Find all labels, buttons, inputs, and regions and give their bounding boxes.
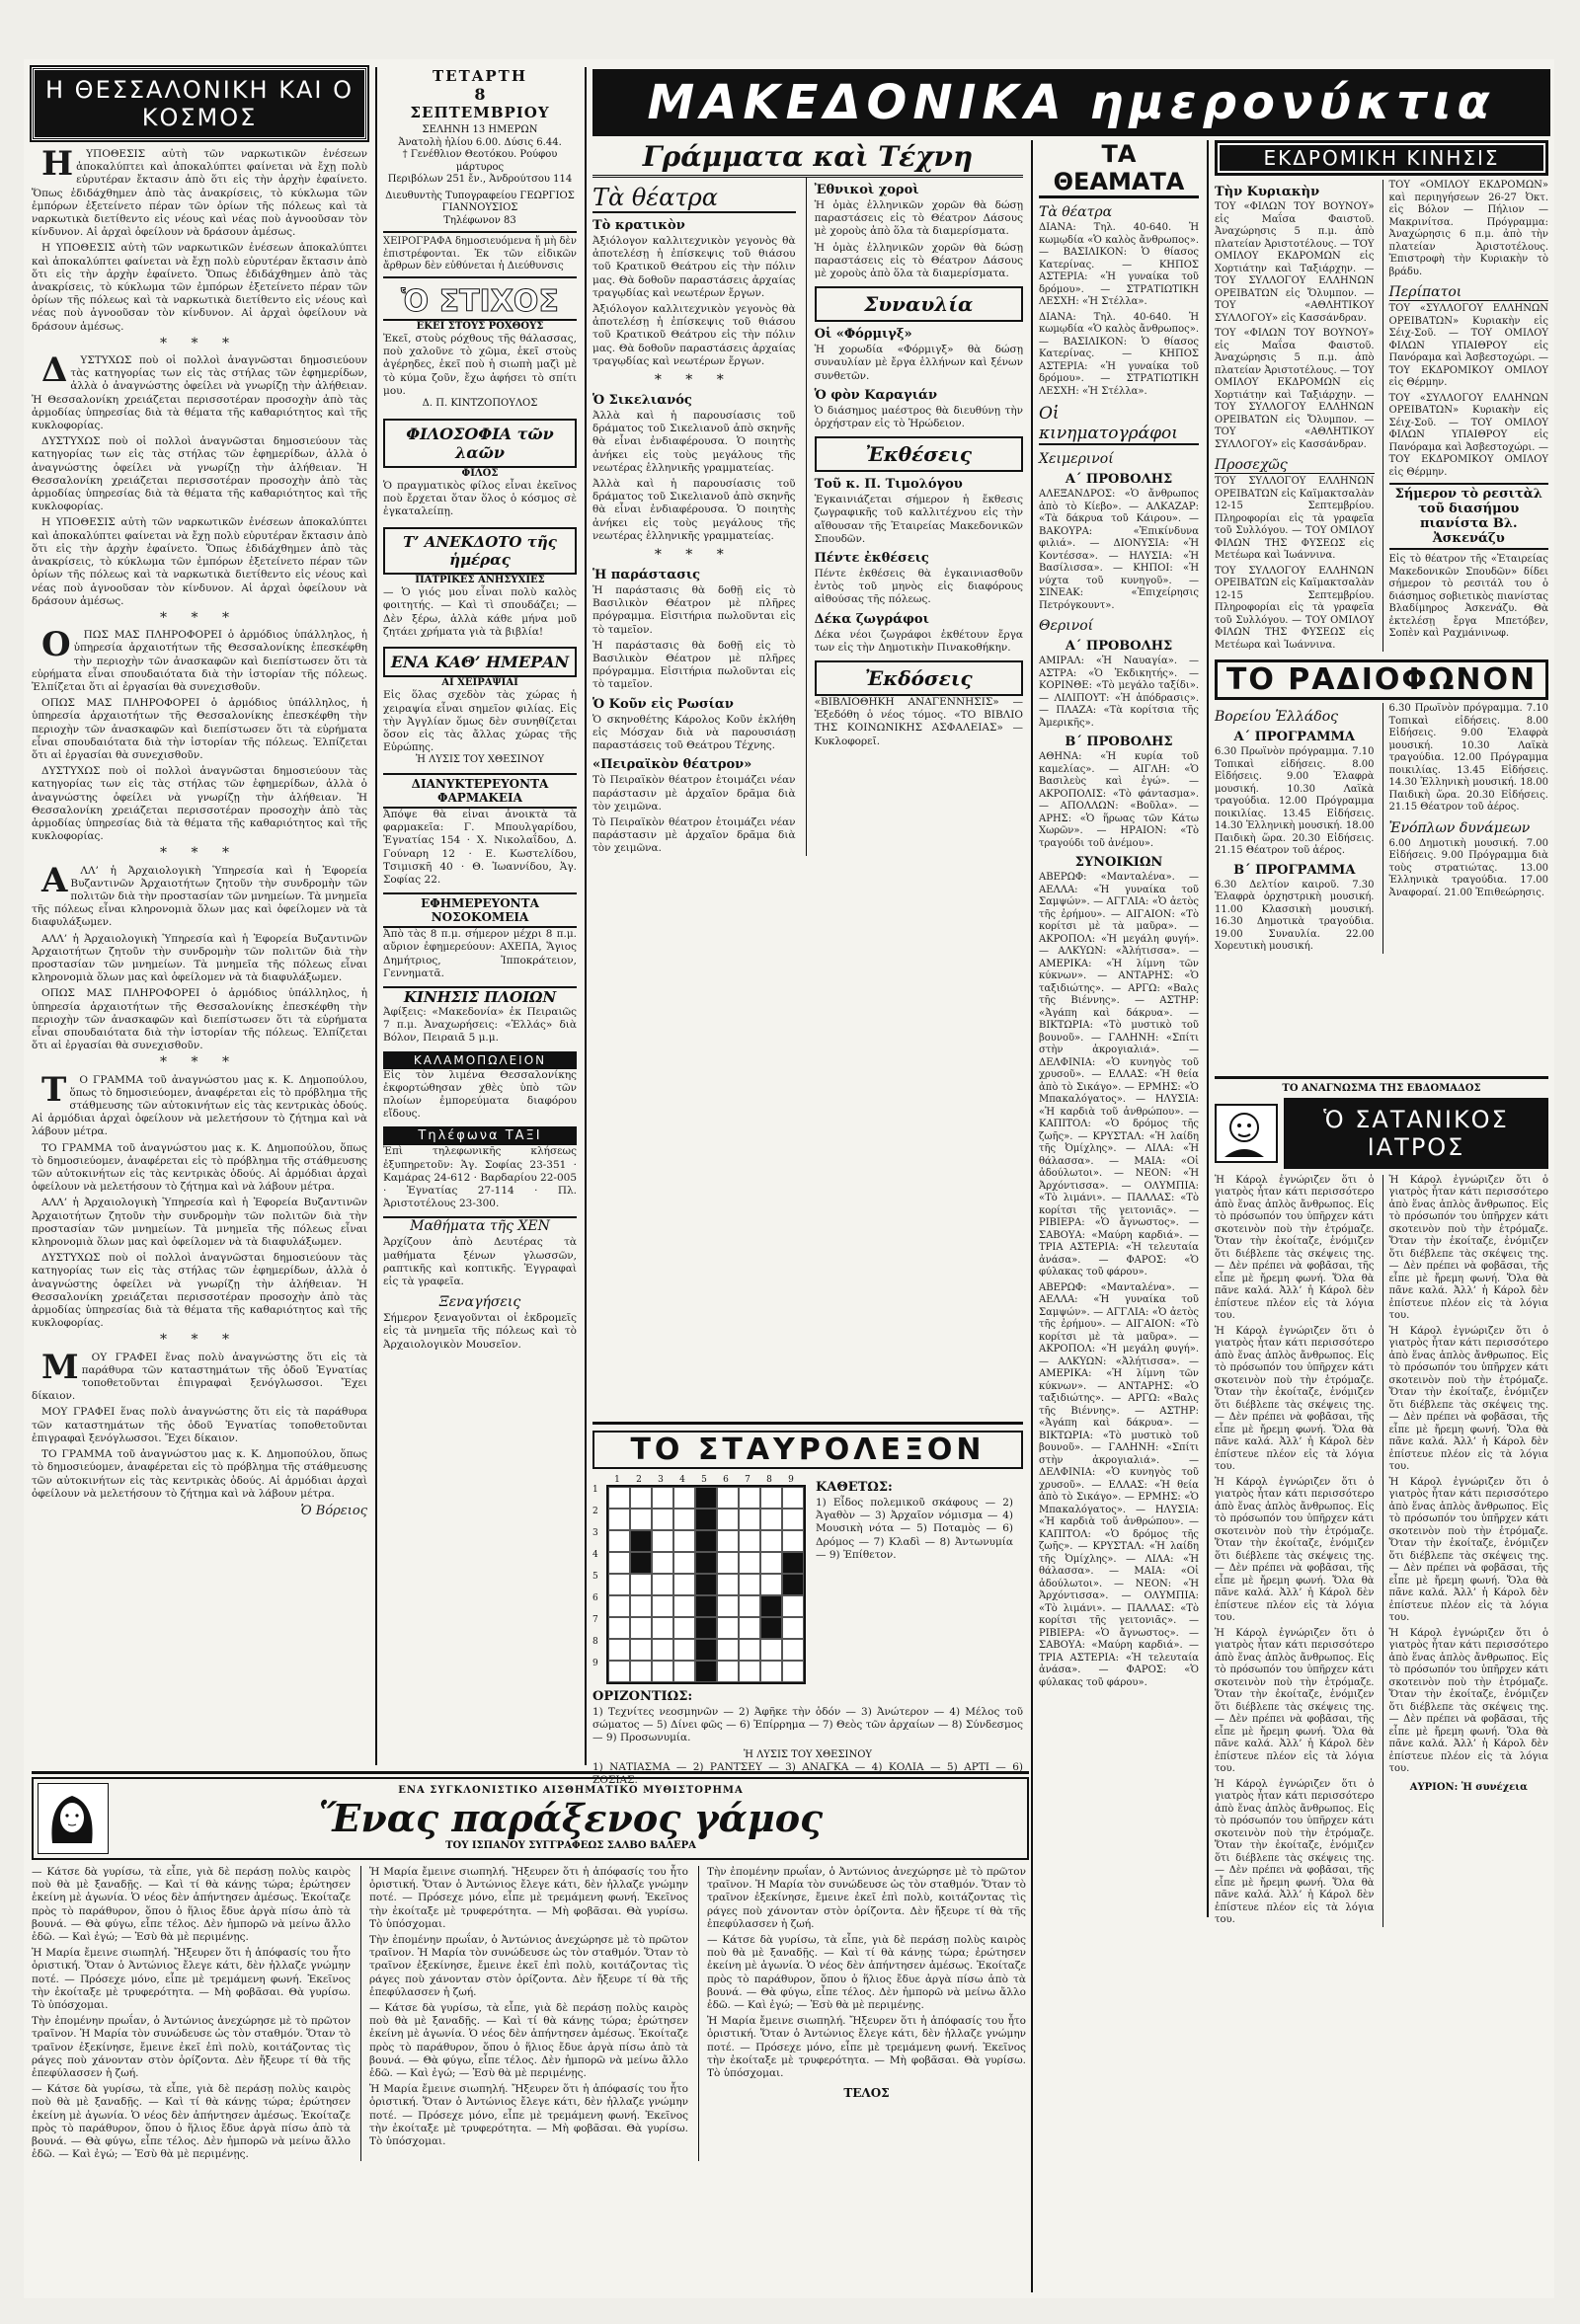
neighborhood-cinemas: ΣΥΝΟΙΚΙΩΝ	[1074, 855, 1163, 870]
cinemas-list: ΑΒΕΡΩΦ: «Μανταλένα». — ΑΕΛΛΑ: «Ἡ γυναίκα τοῦ Σαμψών». — ΑΓΓΛΙΑ: «Ὁ ἀετὸς τῆς ἐρήμου». — ΑΙΓΑΙΟΝ: «Τὸ κορίτσι μὲ τὰ μαῦρα». — ΑΚΡΟΠΟΛ: «Ἡ μεγάλη φυγή». — ΑΛΚΥΩΝ: «Ἀλήτισσα». — ΑΜΕΡΙΚΑ: «Ἡ λίμνη τῶν κύκνων». — ΑΝΤΑΡΗΣ: «Ὁ ταξιδιώτης». — ΑΡΓΩ: «Βαλς τῆς Βιέννης». — ΑΣΤΗΡ: «Ἀγάπη καὶ δάκρυα». — ΒΙΚΤΩΡΙΑ: «Τὸ μυστικὸ τοῦ βουνοῦ». — ΓΑΛΗΝΗ: «Σπίτι στὴν ἀκρογιαλιά». — ΔΕΛΦΙΝΙΑ: «Ὁ κυνηγὸς τοῦ χρυσοῦ». — ΕΛΛΑΣ: «Ἡ θεία ἀπὸ τὸ Σικάγο». — ΕΡΜΗΣ: «Ὁ Μπακαλόγατος». — ΗΛΥΣΙΑ: «Ἡ καρδιὰ τοῦ ἀνθρώπου». — ΚΑΠΙΤΟΛ: «Ὁ δρόμος τῆς ζωῆς». — ΚΡΥΣΤΑΛ: «Ἡ λαίδη τῆς Ὀμίχλης». — ΛΙΛΑ: «Ἡ θάλασσα». — ΜΑΙΑ: «Οἱ ἀδούλωτοι». — ΝΕΟΝ: «Ἡ Ἀρχόντισσα». — ΟΛΥΜΠΙΑ: «Τὸ λιμάνι». — ΠΑΛΛΑΣ: «Τὸ κορίτσι τῆς γειτονιᾶς». — ΡΙΒΙΕΡΑ: «Ὁ ἄγνωστος». — ΣΑΒΟΥΑ: «Μαύρη καρδιά». — ΤΡΙΑ ΑΣΤΕΡΙΑ: «Ἡ τελευταία ἀνάσα». — ΦΑΡΟΣ: «Ὁ φύλακας τοῦ φάρου».	[1039, 1281, 1199, 1688]
column-number: 7	[745, 1475, 750, 1485]
kalamopoleion-text: Εἰς τὸν λιμένα Θεσσαλονίκης ἐκφορτώθησαν χθὲς ὑπὸ τῶν πλοίων ἐμπορεύματα διαφόρου εἴδους.	[383, 1068, 577, 1121]
article-text: Τὸ Πειραϊκὸν θέατρον ἑτοιμάζει νέαν παράστασιν μὲ ἀρχαῖον δρᾶμα διὰ τὸν χειμῶνα.	[592, 815, 796, 855]
crossword-cell[interactable]	[630, 1509, 652, 1530]
paragraph: ΔΥΣΤΥΧΩΣ ποὺ οἱ πολλοὶ ἀναγνῶσται δημοσιεύουν τὰς κατηγορίας των εἰς τὰς στήλας τῶν ἐφημερίδων, ἀλλὰ ὁ ἀναγνώστης ὀφείλει νὰ γνωρίζῃ τὴν ἀλήθειαν. Ἡ Θεσσαλονίκη χρειάζεται περισσοτέραν προσοχὴν ἀπὸ τὰς ἀρμοδίας ὑπηρεσίας διὰ τὰ θέματα τῆς καθαριότητος καὶ τῆς κυκλοφορίας.	[32, 765, 367, 843]
crossword-cell[interactable]	[739, 1487, 760, 1509]
satanic-text: Ἡ Κάρολ ἐγνώριζεν ὅτι ὁ γιατρὸς ἦταν κάτι περισσότερο ἀπὸ ἕνας ἁπλὸς ἄνθρωπος. Εἰς τὸ πρόσωπόν του ὑπῆρχεν κάτι σκοτεινὸν ποὺ τὴν ἐτρόμαζε. Ὅταν τὴν ἐκοίταζε, ἐνόμιζεν ὅτι διέβλεπε τὰς σκέψεις της. — Δὲν πρέπει νὰ φοβᾶσαι, τῆς εἶπε μὲ ἤρεμη φωνή. Ὅλα θὰ πᾶνε καλά. Ἀλλ’ ἡ Κάρολ δὲν ἐπίστευε πλέον εἰς τὰ λόγια του.	[1388, 1174, 1548, 1321]
theatres-subheading: Τὰ θέατρα	[1039, 204, 1113, 220]
crossword-black-cell	[695, 1595, 717, 1617]
serial-text: — Κάτσε δὰ γυρίσω, τὰ εἶπε, γιὰ δὲ περάσῃ πολὺς καιρὸς ποὺ θὰ μὲ ξαναδῇς. — Καὶ τί θὰ κάνῃς τώρα; ἐρώτησεν ἐκείνη μὲ ἀγωνία. Ὁ νέος δὲν ἀπήντησεν ἀμέσως. Ἐκοίταζε πρὸς τὸ παράθυρον, ὅπου ὁ ἥλιος ἔδυε ἀργὰ πίσω ἀπὸ τὰ βουνά. — Θὰ φύγω, εἶπε τέλος. Δὲν ἠμπορῶ νὰ μείνω ἄλλο ἐδῶ. — Καὶ ἐγώ; — Ἐσὺ θὰ μὲ περιμένῃς.	[32, 1866, 351, 1944]
recital-title: Σήμερον τὸ ρεσιτὰλ τοῦ διασήμου πιανίστα Βλ. Ἀσκενάζυ	[1389, 483, 1549, 550]
column-number: 4	[679, 1475, 685, 1485]
separator-stars: * * *	[160, 609, 239, 626]
crossword-cell[interactable]	[673, 1617, 695, 1639]
crossword-cell[interactable]	[630, 1661, 652, 1682]
article-subheading: Ἡ παράστασις	[592, 568, 701, 583]
crossword-cell[interactable]	[608, 1552, 630, 1574]
crossword-cell[interactable]	[673, 1552, 695, 1574]
paragraph: ΔΥΣΤΥΧΩΣ ποὺ οἱ πολλοὶ ἀναγνῶσται δημοσιεύουν τὰς κατηγορίας των εἰς τὰς στήλας τῶν ἐφημερίδων, ἀλλὰ ὁ ἀναγνώστης ὀφείλει νὰ γνωρίζῃ τὴν ἀλήθειαν. Ἡ Θεσσαλονίκη χρειάζεται περισσοτέραν προσοχὴν ἀπὸ τὰς ἀρμοδίας ὑπηρεσίας διὰ τὰ θέματα τῆς καθαριότητος καὶ τῆς κυκλοφορίας.	[32, 350, 367, 432]
crossword-answer-title: Ἡ ΛΥΣΙΣ ΤΟΥ ΧΘΕΣΙΝΟΥ	[743, 1748, 873, 1760]
crossword-cell[interactable]	[717, 1487, 739, 1509]
xenagisis-title: Ξεναγήσεις	[438, 1294, 521, 1311]
excursions-text: ΤΟΥ «ΟΜΙΛΟΥ ΕΚΔΡΟΜΩΝ» καὶ περιηγήσεων 26-27 Ὀκτ. εἰς Βόλον — Πήλιον — Μακρινίτσα. Πρόγραμμα: Ἀναχώρησις 6 π.μ. ἀπὸ τὴν πλατείαν Ἀριστοτέλους. Ἐπιστροφὴ τὴν Κυριακὴν τὸ βράδυ.	[1388, 180, 1548, 277]
crossword-cell[interactable]	[608, 1509, 630, 1530]
winter-cinemas: Χειμερινοί	[1039, 451, 1114, 467]
satanic-title: Ὁ ΣΑΤΑΝΙΚΟΣ ΙΑΤΡΟΣ	[1284, 1098, 1548, 1169]
armed-forces-text: 6.00 Δημοτικὴ μουσική. 7.00 Εἰδήσεις. 9.00 Πρόγραμμα διὰ τοὺς στρατιώτας. 13.00 Ἑλληνικὰ τραγούδια. 17.00 Ἀναφοραί. 21.00 Ἐπιθεώρησις.	[1388, 837, 1548, 898]
theamata-title: ΤΑ ΘΕΑΜΑΤΑ	[1039, 140, 1199, 198]
satanic-text: Ἡ Κάρολ ἐγνώριζεν ὅτι ὁ γιατρὸς ἦταν κάτι περισσότερο ἀπὸ ἕνας ἁπλὸς ἄνθρωπος. Εἰς τὸ πρόσωπόν του ὑπῆρχεν κάτι σκοτεινὸν ποὺ τὴν ἐτρόμαζε. Ὅταν τὴν ἐκοίταζε, ἐνόμιζεν ὅτι διέβλεπε τὰς σκέψεις της. — Δὲν πρέπει νὰ φοβᾶσαι, τῆς εἶπε μὲ ἤρεμη φωνή. Ὅλα θὰ πᾶνε καλά. Ἀλλ’ ἡ Κάρολ δὲν ἐπίστευε πλέον εἰς τὰ λόγια του.	[1215, 1174, 1375, 1321]
crossword-vertical-clues: 1) Εἶδος πολεμικοῦ σκάφους — 2) Ἀγαθὸν — 3) Ἀρχαῖον νόμισμα — 4) Μουσικὴ νότα — 5) Ποταμὸς — 6) Δρόμος — 7) Κλαδὶ — 8) Ἀντωνυμία — 9) Ἐπίθετον.	[816, 1497, 1013, 1561]
stichos-title: Ὁ ΣΤΙΧΟΣ	[383, 284, 577, 321]
paragraph: ΑΛΛ’ ἡ Ἀρχαιολογικὴ Ὑπηρεσία καὶ ἡ Ἐφορεία Βυζαντινῶν Ἀρχαιοτήτων ζητοῦν τὴν συνδρομὴν τῶν πολιτῶν διὰ τὴν προστασίαν τῶν μνημείων. Τὰ μνημεῖα τῆς πόλεως εἶναι κληρονομιὰ ὅλων μας καὶ ὀφείλομεν νὰ τὰ διαφυλάξωμεν.	[32, 860, 367, 929]
paragraph: ΔΥΣΤΥΧΩΣ ποὺ οἱ πολλοὶ ἀναγνῶσται δημοσιεύουν τὰς κατηγορίας των εἰς τὰς στήλας τῶν ἐφημερίδων, ἀλλὰ ὁ ἀναγνώστης ὀφείλει νὰ γνωρίζῃ τὴν ἀλήθειαν. Ἡ Θεσσαλονίκη χρειάζεται περισσοτέραν προσοχὴν ἀπὸ τὰς ἀρμοδίας ὑπηρεσίας διὰ τὰ θέματα τῆς καθαριότητος καὶ τῆς κυκλοφορίας.	[32, 435, 367, 513]
continues-note: ΑΥΡΙΟΝ: Ἡ συνέχεια	[1409, 1781, 1528, 1793]
crossword-cell[interactable]	[608, 1639, 630, 1661]
serial-kicker: ΕΝΑ ΣΥΓΚΛΟΝΙΣΤΙΚΟ ΑΙΣΘΗΜΑΤΙΚΟ ΜΥΘΙΣΤΟΡΗΜΑ	[398, 1784, 744, 1796]
crossword-cell[interactable]	[782, 1530, 804, 1552]
crossword-cell[interactable]	[673, 1639, 695, 1661]
column-rule	[375, 67, 377, 1765]
column-number: 5	[701, 1475, 707, 1485]
crossword-cell[interactable]	[630, 1617, 652, 1639]
kalamopoleion-title: ΚΑΛΑΜΟΠΩΛΕΙΟΝ	[383, 1051, 577, 1069]
radio-program-a: Α΄ ΠΡΟΓΡΑΜΜΑ	[1233, 730, 1355, 744]
upcoming-text: ΤΟΥ ΣΥΛΛΟΓΟΥ ΕΛΛΗΝΩΝ ΟΡΕΙΒΑΤΩΝ εἰς Καϊμακτσαλὰν 12-15 Σεπτεμβρίου. Πληροφορίαι εἰς τὰ γραφεῖα τοῦ Συλλόγου. — ΤΟΥ ΟΜΙΛΟΥ ΦΙΛΩΝ ΤΗΣ ΦΥΣΕΩΣ εἰς Μετέωρα καὶ Ἰωάννινα.	[1215, 565, 1375, 651]
crossword-cell[interactable]	[760, 1552, 782, 1574]
phone-info: Τηλέφωνον 83	[443, 214, 516, 226]
filosofia-subtitle: ΦΙΛΟΣ	[461, 467, 499, 479]
excursions-text: ΤΟΥ «ΦΙΛΩΝ ΤΟΥ ΒΟΥΝΟΥ» εἰς Μαΐσα Φαιστοῦ. Ἀναχώρησις 5 π.μ. ἀπὸ πλατείαν Ἀριστοτέλους. — ΤΟΥ ΟΜΙΛΟΥ ΕΚΔΡΟΜΩΝ εἰς Χορτιάτην καὶ Ταξιάρχην. — ΤΟΥ ΣΥΛΛΟΓΟΥ ΕΛΛΗΝΩΝ ΟΡΕΙΒΑΤΩΝ εἰς Ὄλυμπον. — ΤΟΥ «ΑΘΛΗΤΙΚΟΥ ΣΥΛΛΟΓΟΥ» εἰς Κασσάνδραν.	[1215, 328, 1375, 450]
crossword-cell[interactable]	[739, 1661, 760, 1682]
paragraph: ΤΟ ΓΡΑΜΜΑ τοῦ ἀναγνώστου μας κ. Κ. Δημοπούλου, ὅπως τὸ δημοσιεύομεν, ἀναφέρεται εἰς τὸ πρόβλημα τῆς στάθμευσης τῶν αὐτοκινήτων εἰς τὰς κεντρικὰς ὁδούς. Αἱ ἀρμόδιαι ἀρχαὶ ὀφείλουν νὰ μελετήσουν τὸ ζήτημα καὶ νὰ λάβουν μέτρα.	[32, 1069, 367, 1138]
crossword-cell[interactable]	[673, 1487, 695, 1509]
row-number: 6	[592, 1593, 598, 1603]
pharmacies-title: ΔΙΑΝΥΚΤΕΡΕΥΟΝΤΑ ΦΑΡΜΑΚΕΙΑ	[383, 773, 577, 809]
satanic-text: Ἡ Κάρολ ἐγνώριζεν ὅτι ὁ γιατρὸς ἦταν κάτι περισσότερο ἀπὸ ἕνας ἁπλὸς ἄνθρωπος. Εἰς τὸ πρόσωπόν του ὑπῆρχεν κάτι σκοτεινὸν ποὺ τὴν ἐτρόμαζε. Ὅταν τὴν ἐκοίταζε, ἐνόμιζεν ὅτι διέβλεπε τὰς σκέψεις της. — Δὲν πρέπει νὰ φοβᾶσαι, τῆς εἶπε μὲ ἤρεμη φωνή. Ὅλα θὰ πᾶνε καλά. Ἀλλ’ ἡ Κάρολ δὲν ἐπίστευε πλέον εἰς τὰ λόγια του.	[1215, 1778, 1375, 1925]
row-number: 1	[592, 1485, 598, 1495]
article-subheading: Τοῦ κ. Π. Τιμολόγου	[814, 477, 963, 493]
cinemas-list: ΑΘΗΝΑ: «Ἡ κυρία τοῦ καμελίας». — ΑΙΓΛΗ: «Ὁ Βασιλεὺς καὶ ἐγώ». — ΑΚΡΟΠΟΛΙΣ: «Τὸ φάντασμα». — ΑΠΟΛΛΩΝ: «Βοῦλα». — ΑΡΗΣ: «Ὁ ἥρωας τῶν Κάτω Χωρῶν». — ΗΡΑΙΟΝ: «Τὸ τραγούδι τοῦ ἀνέμου».	[1039, 751, 1199, 849]
summer-cinemas: Θερινοί	[1039, 618, 1094, 634]
radio-subheading: Βορείου Ἑλλάδος	[1215, 709, 1339, 725]
crossword-cell[interactable]	[652, 1487, 673, 1509]
serial-end: ΤΕΛΟΣ	[843, 2086, 890, 2101]
kathimerin-title: ΕΝΑ ΚΑΘ’ ΗΜΕΡΑΝ	[383, 647, 577, 677]
filosofia-title: ΦΙΛΟΣΟΦΙΑ τῶν λαῶν	[383, 419, 577, 468]
article-text: Ἐγκαινιάζεται σήμερον ἡ ἔκθεσις ζωγραφικῆς τοῦ καλλιτέχνου εἰς τὴν αἴθουσαν τῆς Ἑταιρείας Μακεδονικῶν Σπουδῶν.	[814, 494, 1023, 545]
column-number: 3	[658, 1475, 664, 1485]
walks-text: ΤΟΥ «ΣΥΛΛΟΓΟΥ ΕΛΛΗΝΩΝ ΟΡΕΙΒΑΤΩΝ» Κυριακὴν εἰς Σέιχ-Σοῦ. — ΤΟΥ ΟΜΙΛΟΥ ΦΙΛΩΝ ΥΠΑΙΘΡΟΥ εἰς Πανόραμα καὶ Ἀσβεστοχώρι. — ΤΟΥ ΕΚΔΡΟΜΙΚΟΥ ΟΜΙΛΟΥ εἰς Θέρμην.	[1388, 303, 1548, 388]
pharmacy-info: Περιβόλων 251 ἔν., Ἀνδρούτσου 114	[387, 174, 573, 185]
article-subheading: Ἐθνικοὶ χοροὶ	[814, 183, 919, 197]
kathimerin-text: Εἰς ὅλας σχεδὸν τὰς χώρας ἡ χειραψία εἶναι σημεῖον φιλίας. Εἰς τὴν Ἀγγλίαν ὅμως δὲν συνηθίζεται ὅσον εἰς τὰς ἄλλας χώρας τῆς Εὐρώπης.	[383, 689, 577, 754]
serial-text: Ἡ Μαρία ἔμεινε σιωπηλή. Ἤξευρεν ὅτι ἡ ἀπόφασίς του ἦτο ὁριστική. Ὅταν ὁ Ἀντώνιος ἔλεγε κάτι, δὲν ἠλλαζε γνώμην ποτέ. — Πρόσεχε μόνο, εἶπε μὲ τρεμάμενη φωνή. Ἐκεῖνος τὴν ἐκοίταξε μὲ τρυφερότητα. — Μὴ φοβᾶσαι. Θὰ γυρίσω. Τὸ ὑπόσχομαι.	[369, 2083, 688, 2148]
serial-text: — Κάτσε δὰ γυρίσω, τὰ εἶπε, γιὰ δὲ περάσῃ πολὺς καιρὸς ποὺ θὰ μὲ ξαναδῇς. — Καὶ τί θὰ κάνῃς τώρα; ἐρώτησεν ἐκείνη μὲ ἀγωνία. Ὁ νέος δὲν ἀπήντησεν ἀμέσως. Ἐκοίταζε πρὸς τὸ παράθυρον, ὅπου ὁ ἥλιος ἔδυε ἀργὰ πίσω ἀπὸ τὰ βουνά. — Θὰ φύγω, εἶπε τέλος. Δὲν ἠμπορῶ νὰ μείνω ἄλλο ἐδῶ. — Καὶ ἐγώ; — Ἐσὺ θὰ μὲ περιμένῃς.	[32, 2083, 351, 2161]
crossword-cell[interactable]	[652, 1639, 673, 1661]
article-subheading: Ὁ Σικελιανός	[592, 393, 692, 409]
crossword-black-cell	[760, 1617, 782, 1639]
crossword-cell[interactable]	[760, 1530, 782, 1552]
serial-text: — Κάτσε δὰ γυρίσω, τὰ εἶπε, γιὰ δὲ περάσῃ πολὺς καιρὸς ποὺ θὰ μὲ ξαναδῇς. — Καὶ τί θὰ κάνῃς τώρα; ἐρώτησεν ἐκείνη μὲ ἀγωνία. Ὁ νέος δὲν ἀπήντησεν ἀμέσως. Ἐκοίταζε πρὸς τὸ παράθυρον, ὅπου ὁ ἥλιος ἔδυε ἀργὰ πίσω ἀπὸ τὰ βουνά. — Θὰ φύγω, εἶπε τέλος. Δὲν ἠμπορῶ νὰ μείνω ἄλλο ἐδῶ. — Καὶ ἐγώ; — Ἐσὺ θὰ μὲ περιμένῃς.	[707, 1934, 1026, 2012]
kathimerin-answer: Ἡ ΛΥΣΙΣ ΤΟΥ ΧΘΕΣΙΝΟΥ	[415, 754, 545, 766]
excursions-text: ΤΟΥ «ΦΙΛΩΝ ΤΟΥ ΒΟΥΝΟΥ» εἰς Μαΐσα Φαιστοῦ. Ἀναχώρησις 5 π.μ. ἀπὸ πλατείαν Ἀριστοτέλους. — ΤΟΥ ΟΜΙΛΟΥ ΕΚΔΡΟΜΩΝ εἰς Χορτιάτην καὶ Ταξιάρχην. — ΤΟΥ ΣΥΛΛΟΓΟΥ ΕΛΛΗΝΩΝ ΟΡΕΙΒΑΤΩΝ εἰς Ὄλυμπον. — ΤΟΥ «ΑΘΛΗΤΙΚΟΥ ΣΥΛΛΟΓΟΥ» εἰς Κασσάνδραν.	[1215, 201, 1375, 324]
crossword-cell[interactable]	[739, 1617, 760, 1639]
paragraph: ΗΥΠΟΘΕΣΙΣ αὐτὴ τῶν ναρκωτικῶν ἐνέσεων ἀποκαλύπτει καὶ ἀποκαλύπτει φαίνεται νὰ ἔχῃ πολὺ εὐρυτέραν ἔκτασιν ἀπὸ ὅτι εἰς τὴν ἀρχὴν ἐφαίνετο. Ὅπως ἐδιδάχθημεν ἀπὸ τὰς ἀνακρίσεις, τὸ κύκλωμα τῶν ἐμπόρων ἐξετείνετο πέραν τῶν ὁρίων τῆς πόλεως καὶ τὰ ναρκωτικὰ διετίθεντο εἰς νέους καὶ νέας ποὺ ἀγνοοῦσαν τὸν κίνδυνον. Αἱ ἀρχαὶ ὀφείλουν νὰ δράσουν ἀμέσως.	[32, 144, 367, 239]
walks-heading: Περίπατοι	[1389, 284, 1549, 301]
crossword-vertical-title: ΚΑΘΕΤΩΣ:	[816, 1480, 893, 1495]
crossword-row-numbers	[592, 1485, 606, 1684]
kathimerin-subtitle: ΑΙ ΧΕΙΡΑΨΙΑΙ	[441, 676, 518, 688]
satanic-text: Ἡ Κάρολ ἐγνώριζεν ὅτι ὁ γιατρὸς ἦταν κάτι περισσότερο ἀπὸ ἕνας ἁπλὸς ἄνθρωπος. Εἰς τὸ πρόσωπόν του ὑπῆρχεν κάτι σκοτεινὸν ποὺ τὴν ἐτρόμαζε. Ὅταν τὴν ἐκοίταζε, ἐνόμιζεν ὅτι διέβλεπε τὰς σκέψεις της. — Δὲν πρέπει νὰ φοβᾶσαι, τῆς εἶπε μὲ ἤρεμη φωνή. Ὅλα θὰ πᾶνε καλά. Ἀλλ’ ἡ Κάρολ δὲν ἐπίστευε πλέον εἰς τὰ λόγια του.	[1388, 1325, 1548, 1472]
upcoming-text: ΤΟΥ ΣΥΛΛΟΓΟΥ ΕΛΛΗΝΩΝ ΟΡΕΙΒΑΤΩΝ εἰς Καϊμακτσαλὰν 12-15 Σεπτεμβρίου. Πληροφορίαι εἰς τὰ γραφεῖα τοῦ Συλλόγου. — ΤΟΥ ΟΜΙΛΟΥ ΦΙΛΩΝ ΤΗΣ ΦΥΣΕΩΣ εἰς Μετέωρα καὶ Ἰωάννινα.	[1215, 476, 1375, 561]
crossword	[592, 1422, 1023, 1787]
crossword-cell[interactable]	[739, 1574, 760, 1595]
crossword-answer: 1) ΝΑΤΙΑΣΜΑ — 2) ΡΑΝΤΣΕΥ — 3) ΑΝΑΓΚΑ — 4) ΚΟΛΙΑ — 5) ΑΡΤΙ — 6) ΖΟΣΙΑΣ.	[592, 1761, 1023, 1787]
crossword-cell[interactable]	[673, 1595, 695, 1617]
crossword-cell[interactable]	[760, 1639, 782, 1661]
satanic-text: Ἡ Κάρολ ἐγνώριζεν ὅτι ὁ γιατρὸς ἦταν κάτι περισσότερο ἀπὸ ἕνας ἁπλὸς ἄνθρωπος. Εἰς τὸ πρόσωπόν του ὑπῆρχεν κάτι σκοτεινὸν ποὺ τὴν ἐτρόμαζε. Ὅταν τὴν ἐκοίταζε, ἐνόμιζεν ὅτι διέβλεπε τὰς σκέψεις της. — Δὲν πρέπει νὰ φοβᾶσαι, τῆς εἶπε μὲ ἤρεμη φωνή. Ὅλα θὰ πᾶνε καλά. Ἀλλ’ ἡ Κάρολ δὲν ἐπίστευε πλέον εἰς τὰ λόγια του.	[1215, 1325, 1375, 1472]
crossword-horizontal-title: ΟΡΙΖΟΝΤΙΩΣ:	[592, 1689, 693, 1704]
serial-text: Τὴν ἐπομένην πρωΐαν, ὁ Ἀντώνιος ἀνεχώρησε μὲ τὸ πρῶτον τραῖνον. Ἡ Μαρία τὸν συνώδευσε ὡς τὸν σταθμόν. Ὅταν τὸ τραῖνον ἐξεκίνησε, ἔμεινε ἐκεῖ ἐπὶ πολὺ, κοιτάζοντας τὶς ράγες ποὺ χάνονταν στὸν ὁρίζοντα. Δὲν ἤξευρε τί θὰ τῆς ἐπεφύλασσεν ἡ ζωή.	[32, 2015, 351, 2080]
row-number: 2	[592, 1507, 598, 1516]
arts-column	[592, 140, 1023, 1414]
serial-text: Τὴν ἐπομένην πρωΐαν, ὁ Ἀντώνιος ἀνεχώρησε μὲ τὸ πρῶτον τραῖνον. Ἡ Μαρία τὸν συνώδευσε ὡς τὸν σταθμόν. Ὅταν τὸ τραῖνον ἐξεκίνησε, ἔμεινε ἐκεῖ ἐπὶ πολὺ, κοιτάζοντας τὶς ράγες ποὺ χάνονταν στὸν ὁρίζοντα. Δὲν ἤξευρε τί θὰ τῆς ἐπεφύλασσεν ἡ ζωή.	[707, 1866, 1026, 1930]
article-subheading: Πέντε ἐκθέσεις	[814, 551, 929, 567]
crossword-black-cell	[630, 1552, 652, 1574]
crossword-cell[interactable]	[630, 1595, 652, 1617]
article-text: Ἀλλὰ καὶ ἡ παρουσίασις τοῦ δράματος τοῦ Σικελιανοῦ ἀπὸ σκηνῆς θὰ εἶναι ἐνδιαφέρουσα. Ὁ ποιητὴς ἀνήκει εἰς τοὺς μεγάλους τῆς νεωτέρας ἑλληνικῆς γραμματείας.	[592, 478, 796, 542]
article-text: Ὁ σκηνοθέτης Κάρολος Κοῦν ἐκλήθη εἰς Μόσχαν διὰ νὰ παρουσιάσῃ παραστάσεις τοῦ Θεάτρου Τέχνης.	[592, 713, 796, 752]
sunday-heading: Τὴν Κυριακὴν	[1215, 185, 1320, 199]
radio-program-text: 6.30 Δελτίον καιροῦ. 7.30 Ἑλαφρὰ ὀρχηστρικὴ μουσική. 11.00 Κλασσικὴ μουσική. 16.30 Δημοτικὰ τραγούδια. 19.00 Συναυλία. 22.00 Χορευτικὴ μουσική.	[1215, 879, 1375, 952]
article-subheading: Δέκα ζωγράφοι	[814, 611, 929, 627]
pharmacies-text: Ἀπόψε θὰ εἶναι ἀνοικτὰ τὰ φαρμακεῖα: Γ. Μπουλγαρίδου, Ἐγνατίας 154 · Χ. Νικολαΐδου, Δ. Γούναρη 12 · Ε. Κωστελίδου, Τσιμισκῆ 40 · Θ. Ἰωαννίδου, Ἁγ. Σοφίας 22.	[383, 808, 577, 886]
crossword-cell[interactable]	[717, 1530, 739, 1552]
column-number: 8	[766, 1475, 772, 1485]
doctor-portrait	[1215, 1104, 1278, 1163]
article-subheading: Οἱ «Φόρμιγξ»	[814, 327, 912, 343]
paragraph: ΟΠΩΣ ΜΑΣ ΠΛΗΡΟΦΟΡΕΙ ὁ ἀρμόδιος ὑπάλληλος, ἡ ὑπηρεσία ἀρχαιοτήτων τῆς Θεσσαλονίκης ἐπεσκέφθη τὴν περιοχὴν τῶν ἀνασκαφῶν καὶ διεπίστωσεν ὅτι τὰ εὑρήματα εἶναι σπουδαιότατα διὰ τὴν ἱστορίαν τῆς πόλεως. Ἐλπίζεται ὅτι αἱ ἐργασίαι θὰ συνεχισθοῦν.	[32, 987, 367, 1052]
taxi-text: Ἐπὶ τηλεφωνικῆς κλήσεως ἐξυπηρετοῦν: Ἁγ. Σοφίας 23-351 · Καμάρας 24-612 · Βαρδαρίου 22-005 · Ἐγνατίας 27-114 · Πλ. Ἀριστοτέλους 23-300.	[383, 1145, 577, 1210]
article-text: Ἀλλὰ καὶ ἡ παρουσίασις τοῦ δράματος τοῦ Σικελιανοῦ ἀπὸ σκηνῆς θὰ εἶναι ἐνδιαφέρουσα. Ὁ ποιητὴς ἀνήκει εἰς τοὺς μεγάλους τῆς νεωτέρας ἑλληνικῆς γραμματείας.	[592, 410, 796, 474]
article-text: Ἡ χορωδία «Φόρμιγξ» θὰ δώσῃ συναυλίαν μὲ ἔργα ἑλλήνων καὶ ξένων συνθετῶν.	[814, 344, 1023, 382]
excursions-title: ΕΚΔΡΟΜΙΚΗ ΚΙΝΗΣΙΣ	[1215, 140, 1548, 176]
stichos-text: Ἐκεῖ, στοὺς ρόχθους τῆς θάλασσας, ποὺ χαλοῦνε τὸ χῶμα, ἐκεῖ στοὺς ἀγέρηδες, ἐκεῖ ποὺ ἡ σιωπὴ μαζὶ μὲ τὸ κύμα ζοῦν, ἔχω ἀφήσει τὸ σπίτι μου.	[383, 333, 577, 397]
cinemas-list: ΑΛΕΞΑΝΔΡΟΣ: «Ὁ ἄνθρωπος ἀπὸ τὸ Κίεβο». — ΑΛΚΑΖΑΡ: «Τὰ δάκρυα τοῦ Κάιρου». — ΒΑΚΟΥΡΑ: «Ἐπικίνδυνα φιλιά». — ΔΙΟΝΥΣΙΑ: «Ἡ Κοντέσσα». — ΗΛΥΣΙΑ: «Ἡ Βασίλισσα». — ΚΗΠΟΙ: «Ἡ νύχτα τοῦ κυνηγοῦ». — ΣΙΝΕΑΚ: «Ἐπιχείρησις Πετρόγκουντ».	[1039, 489, 1199, 611]
separator-stars: * * *	[654, 372, 734, 389]
column-number: 9	[788, 1475, 794, 1485]
crossword-cell[interactable]	[782, 1639, 804, 1661]
newspaper-page	[24, 59, 1554, 2298]
woman-portrait	[38, 1783, 109, 1854]
month: ΣΕΠΤΕΜΒΡΙΟΥ	[410, 104, 550, 121]
separator-stars: * * *	[160, 335, 239, 351]
article-text: Ἀξιόλογον καλλιτεχνικὸν γεγονὸς θὰ ἀποτελέσῃ ἡ ἐπίσκεψις τοῦ θιάσου τοῦ Κρατικοῦ Θεάτρου εἰς τὴν πόλιν μας. Θὰ δοθοῦν παραστάσεις ἀρχαίας τραγῳδίας καὶ νεωτέρων ἔργων.	[592, 303, 796, 367]
crossword-horizontal-clues: 1) Τεχνίτες νεοσμηνῶν — 2) Ἀφῆκε τὴν ὁδόν — 3) Ἀνώτερον — 4) Μέλος τοῦ σώματος — 5) Δίνει φῶς — 6) Ἐπίρρημα — 7) Θεὸς τῶν ἀρχαίων — 8) Σύνδεσμος — 9) Προσωνυμία.	[592, 1706, 1023, 1744]
satanic-kicker: ΤΟ ΑΝΑΓΝΩΣΜΑ ΤΗΣ ΕΒΔΟΜΑΔΟΣ	[1282, 1083, 1481, 1094]
paragraph: ΔΥΣΤΥΧΩΣ ποὺ οἱ πολλοὶ ἀναγνῶσται δημοσιεύουν τὰς κατηγορίας των εἰς τὰς στήλας τῶν ἐφημερίδων, ἀλλὰ ὁ ἀναγνώστης ὀφείλει νὰ γνωρίζῃ τὴν ἀλήθειαν. Ἡ Θεσσαλονίκη χρειάζεται περισσοτέραν προσοχὴν ἀπὸ τὰς ἀρμοδίας ὑπηρεσίας διὰ τὰ θέματα τῆς καθαριότητος καὶ τῆς κυκλοφορίας.	[32, 1252, 367, 1330]
satanic-text: Ἡ Κάρολ ἐγνώριζεν ὅτι ὁ γιατρὸς ἦταν κάτι περισσότερο ἀπὸ ἕνας ἁπλὸς ἄνθρωπος. Εἰς τὸ πρόσωπόν του ὑπῆρχεν κάτι σκοτεινὸν ποὺ τὴν ἐτρόμαζε. Ὅταν τὴν ἐκοίταζε, ἐνόμιζεν ὅτι διέβλεπε τὰς σκέψεις της. — Δὲν πρέπει νὰ φοβᾶσαι, τῆς εἶπε μὲ ἤρεμη φωνή. Ὅλα θὰ πᾶνε καλά. Ἀλλ’ ἡ Κάρολ δὲν ἐπίστευε πλέον εἰς τὰ λόγια του.	[1215, 1476, 1375, 1623]
paragraph: ΑΛΛ’ ἡ Ἀρχαιολογικὴ Ὑπηρεσία καὶ ἡ Ἐφορεία Βυζαντινῶν Ἀρχαιοτήτων ζητοῦν τὴν συνδρομὴν τῶν πολιτῶν διὰ τὴν προστασίαν τῶν μνημείων. Τὰ μνημεῖα τῆς πόλεως εἶναι κληρονομιὰ ὅλων μας καὶ ὀφείλομεν νὰ τὰ διαφυλάξωμεν.	[32, 1197, 367, 1249]
crossword-cell[interactable]	[630, 1574, 652, 1595]
crossword-cell[interactable]	[782, 1617, 804, 1639]
crossword-black-cell	[695, 1661, 717, 1682]
crossword-cell[interactable]	[717, 1661, 739, 1682]
column-rule	[585, 67, 587, 1765]
column-number: 6	[723, 1475, 729, 1485]
printer-info: Διευθυντὴς Τυπογραφείου ΓΕΩΡΓΙΟΣ ΓΙΑΝΝΟΥΣΙΟΣ	[385, 190, 575, 213]
first-run: Α΄ ΠΡΟΒΟΛΗΣ	[1065, 472, 1173, 487]
xen-title: Μαθήματα τῆς ΧΕΝ	[383, 1216, 577, 1234]
crossword-black-cell	[695, 1617, 717, 1639]
article-subheading: Ὁ Κοῦν εἰς Ρωσίαν	[592, 696, 734, 712]
armed-forces-heading: Ἐνόπλων δυνάμεων	[1388, 819, 1531, 836]
column-rule	[1031, 140, 1033, 2292]
column-header-text: Η ΘΕΣΣΑΛΟΝΙΚΗ ΚΑΙ Ο ΚΟΣΜΟΣ	[45, 76, 354, 131]
moon-info: ΣΕΛΗΝΗ 13 ΗΜΕΡΩΝ	[422, 124, 538, 135]
theatres-list: ΔΙΑΝΑ: Τηλ. 40-640. Ἡ κωμῳδία «Ὁ καλὸς ἄνθρωπος». — ΒΑΣΙΛΙΚΟΝ: Ὁ θίασος Κατερίνας. — ΚΗΠΟΣ ΑΣΤΕΡΙΑ: «Ἡ γυναίκα τοῦ δρόμου». — ΣΤΡΑΤΙΩΤΙΚΗ ΛΕΣΧΗ: «Ἡ Στέλλα».	[1039, 311, 1199, 397]
sun-info: Ἀνατολὴ ἡλίου 6.00. Δύσις 6.44.	[398, 136, 562, 148]
crossword-cell[interactable]	[652, 1661, 673, 1682]
crossword-cell[interactable]	[630, 1639, 652, 1661]
crossword-cell[interactable]	[760, 1487, 782, 1509]
row-number: 7	[592, 1615, 598, 1625]
crossword-cell[interactable]	[717, 1509, 739, 1530]
excursions-column	[1215, 140, 1548, 1068]
paragraph: Η ΥΠΟΘΕΣΙΣ αὐτὴ τῶν ναρκωτικῶν ἐνέσεων ἀποκαλύπτει καὶ ἀποκαλύπτει φαίνεται νὰ ἔχῃ πολὺ εὐρυτέραν ἔκτασιν ἀπὸ ὅτι εἰς τὴν ἀρχὴν ἐφαίνετο. Ὅπως ἐδιδάχθημεν ἀπὸ τὰς ἀνακρίσεις, τὸ κύκλωμα τῶν ἐμπόρων ἐξετείνετο πέραν τῶν ὁρίων τῆς πόλεως καὶ τὰ ναρκωτικὰ διετίθεντο εἰς νέους καὶ νέας ποὺ ἀγνοοῦσαν τὸν κίνδυνον. Αἱ ἀρχαὶ ὀφείλουν νὰ δράσουν ἀμέσως.	[32, 516, 367, 607]
article-text: Ἡ ὁμὰς ἑλληνικῶν χορῶν θὰ δώσῃ παραστάσεις εἰς τὸ Θέατρον Δάσους μὲ χοροὺς ἀπὸ ὅλα τὰ διαμερίσματα.	[814, 199, 1023, 238]
crossword-cell[interactable]	[717, 1595, 739, 1617]
crossword-cell[interactable]	[782, 1509, 804, 1530]
article-text: Τὸ Πειραϊκὸν θέατρον ἑτοιμάζει νέαν παράστασιν μὲ ἀρχαῖον δρᾶμα διὰ τὸν χειμῶνα.	[592, 774, 796, 813]
anekdota-text: — Ὁ γιός μου εἶναι πολὺ καλὸς φοιτητής. — Καὶ τὶ σπουδάζει; — Δὲν ξέρω, ἀλλὰ κάθε μήνα μοῦ ζητάει χρήματα γιὰ τὰ βιβλία!	[383, 586, 577, 638]
left-column	[32, 67, 367, 1765]
serial-novel	[32, 1777, 1029, 2292]
column-rule	[1207, 140, 1209, 1917]
crossword-cell[interactable]	[739, 1639, 760, 1661]
crossword-cell[interactable]	[673, 1509, 695, 1530]
crossword-black-cell	[695, 1530, 717, 1552]
serial-author: ΤΟΥ ΙΣΠΑΝΟΥ ΣΥΓΓΡΑΦΕΩΣ ΣΑΛΒΟ ΒΑΛΕΡΑ	[445, 1840, 696, 1851]
article-text: «ΒΙΒΛΙΟΘΗΚΗ ΑΝΑΓΕΝΝΗΣΙΣ» — Ἐξεδόθη ὁ νέος τόμος. «ΤΟ ΒΙΒΛΙΟ ΤΗΣ ΚΟΙΝΩΝΙΚΗΣ ΑΣΦΑΛΕΙΑΣ» — Κυκλοφορεῖ.	[814, 696, 1023, 747]
crossword-black-cell	[695, 1574, 717, 1595]
crossword-cell[interactable]	[608, 1661, 630, 1682]
crossword-cell[interactable]	[608, 1617, 630, 1639]
first-run: Α΄ ΠΡΟΒΟΛΗΣ	[1065, 639, 1173, 654]
paragraph: ΤΟ ΓΡΑΜΜΑ τοῦ ἀναγνώστου μας κ. Κ. Δημοπούλου, ὅπως τὸ δημοσιεύομεν, ἀναφέρεται εἰς τὸ πρόβλημα τῆς στάθμευσης τῶν αὐτοκινήτων εἰς τὰς κεντρικὰς ὁδούς. Αἱ ἀρμόδιαι ἀρχαὶ ὀφείλουν νὰ μελετήσουν τὸ ζήτημα καὶ νὰ λάβουν μέτρα.	[32, 1448, 367, 1500]
crossword-cell[interactable]	[652, 1552, 673, 1574]
serial-text: Ἡ Μαρία ἔμεινε σιωπηλή. Ἤξευρεν ὅτι ἡ ἀπόφασίς του ἦτο ὁριστική. Ὅταν ὁ Ἀντώνιος ἔλεγε κάτι, δὲν ἠλλαζε γνώμην ποτέ. — Πρόσεχε μόνο, εἶπε μὲ τρεμάμενη φωνή. Ἐκεῖνος τὴν ἐκοίταξε μὲ τρυφερότητα. — Μὴ φοβᾶσαι. Θὰ γυρίσω. Τὸ ὑπόσχομαι.	[369, 1866, 688, 1930]
crossword-cell[interactable]	[652, 1530, 673, 1552]
crossword-column-numbers	[606, 1475, 802, 1485]
arts-section-title: Γράμματα καὶ Τέχνη	[592, 140, 1023, 178]
crossword-black-cell	[760, 1595, 782, 1617]
column-number: 2	[636, 1475, 642, 1485]
radio-program-text: 6.30 Πρωϊνὸν πρόγραμμα. 7.10 Τοπικαὶ εἰδήσεις. 8.00 Εἰδήσεις. 9.00 Ἑλαφρὰ μουσική. 10.30 Λαϊκὰ τραγούδια. 12.00 Πρόγραμμα ποικιλίας. 13.45 Εἰδήσεις. 14.30 Ἑλληνικὴ μουσική. 18.00 Παιδικὴ ὥρα. 20.30 Εἰδήσεις. 21.15 Θέατρον τοῦ ἀέρος.	[1215, 746, 1375, 856]
crossword-cell[interactable]	[717, 1617, 739, 1639]
paragraph: ΟΠΩΣ ΜΑΣ ΠΛΗΡΟΦΟΡΕΙ ὁ ἀρμόδιος ὑπάλληλος, ἡ ὑπηρεσία ἀρχαιοτήτων τῆς Θεσσαλονίκης ἐπεσκέφθη τὴν περιοχὴν τῶν ἀνασκαφῶν καὶ διεπίστωσεν ὅτι τὰ εὑρήματα εἶναι σπουδαιότατα διὰ τὴν ἱστορίαν τῆς πόλεως. Ἐλπίζεται ὅτι αἱ ἐργασίαι θὰ συνεχισθοῦν.	[32, 697, 367, 761]
taxi-title: Τηλέφωνα ΤΑΞΙ	[383, 1126, 577, 1145]
crossword-cell[interactable]	[739, 1595, 760, 1617]
article-text: Ἀξιόλογον καλλιτεχνικὸν γεγονὸς θὰ ἀποτελέσῃ ἡ ἐπίσκεψις τοῦ θιάσου τοῦ Κρατικοῦ Θεάτρου εἰς τὴν πόλιν μας. Θὰ δοθοῦν παραστάσεις ἀρχαίας τραγῳδίας καὶ νεωτέρων ἔργων.	[592, 235, 796, 299]
paragraph: ΜΟΥ ΓΡΑΦΕΙ ἕνας πολὺ ἀναγνώστης ὅτι εἰς τὰ παράθυρα τῶν καταστημάτων τῆς ὁδοῦ Ἐγνατίας τοποθετοῦνται ἐπιγραφαὶ ξενόγλωσσοι. Ἔχει δίκαιον.	[32, 1406, 367, 1444]
paragraph: Η ΥΠΟΘΕΣΙΣ αὐτὴ τῶν ναρκωτικῶν ἐνέσεων ἀποκαλύπτει καὶ ἀποκαλύπτει φαίνεται νὰ ἔχῃ πολὺ εὐρυτέραν ἔκτασιν ἀπὸ ὅτι εἰς τὴν ἀρχὴν ἐφαίνετο. Ὅπως ἐδιδάχθημεν ἀπὸ τὰς ἀνακρίσεις, τὸ κύκλωμα τῶν ἐμπόρων ἐξετείνετο πέραν τῶν ὁρίων τῆς πόλεως καὶ τὰ ναρκωτικὰ διετίθεντο εἰς νέους καὶ νέας ποὺ ἀγνοοῦσαν τὸν κίνδυνον. Αἱ ἀρχαὶ ὀφείλουν νὰ δράσουν ἀμέσως.	[32, 242, 367, 333]
row-number: 8	[592, 1637, 598, 1647]
stichos-subtitle: ΕΚΕΙ ΣΤΟΥΣ ΡΟΧΘΟΥΣ	[416, 320, 544, 332]
row-number: 3	[592, 1528, 598, 1538]
upcoming-heading: Προσεχῶς	[1215, 457, 1375, 474]
serial-text: Ἡ Μαρία ἔμεινε σιωπηλή. Ἤξευρεν ὅτι ἡ ἀπόφασίς του ἦτο ὁριστική. Ὅταν ὁ Ἀντώνιος ἔλεγε κάτι, δὲν ἠλλαζε γνώμην ποτέ. — Πρόσεχε μόνο, εἶπε μὲ τρεμάμενη φωνή. Ἐκεῖνος τὴν ἐκοίταξε μὲ τρυφερότητα. — Μὴ φοβᾶσαι. Θὰ γυρίσω. Τὸ ὑπόσχομαι.	[32, 1947, 351, 2012]
cinemas-list: ΑΒΕΡΩΦ: «Μανταλένα». — ΑΕΛΛΑ: «Ἡ γυναίκα τοῦ Σαμψών». — ΑΓΓΛΙΑ: «Ὁ ἀετὸς τῆς ἐρήμου». — ΑΙΓΑΙΟΝ: «Τὸ κορίτσι μὲ τὰ μαῦρα». — ΑΚΡΟΠΟΛ: «Ἡ μεγάλη φυγή». — ΑΛΚΥΩΝ: «Ἀλήτισσα». — ΑΜΕΡΙΚΑ: «Ἡ λίμνη τῶν κύκνων». — ΑΝΤΑΡΗΣ: «Ὁ ταξιδιώτης». — ΑΡΓΩ: «Βαλς τῆς Βιέννης». — ΑΣΤΗΡ: «Ἀγάπη καὶ δάκρυα». — ΒΙΚΤΩΡΙΑ: «Τὸ μυστικὸ τοῦ βουνοῦ». — ΓΑΛΗΝΗ: «Σπίτι στὴν ἀκρογιαλιά». — ΔΕΛΦΙΝΙΑ: «Ὁ κυνηγὸς τοῦ χρυσοῦ». — ΕΛΛΑΣ: «Ἡ θεία ἀπὸ τὸ Σικάγο». — ΕΡΜΗΣ: «Ὁ Μπακαλόγατος». — ΗΛΥΣΙΑ: «Ἡ καρδιὰ τοῦ ἀνθρώπου». — ΚΑΠΙΤΟΛ: «Ὁ δρόμος τῆς ζωῆς». — ΚΡΥΣΤΑΛ: «Ἡ λαίδη τῆς Ὀμίχλης». — ΛΙΛΑ: «Ἡ θάλασσα». — ΜΑΙΑ: «Οἱ ἀδούλωτοι». — ΝΕΟΝ: «Ἡ Ἀρχόντισσα». — ΟΛΥΜΠΙΑ: «Τὸ λιμάνι». — ΠΑΛΛΑΣ: «Τὸ κορίτσι τῆς γειτονιᾶς». — ΡΙΒΙΕΡΑ: «Ὁ ἄγνωστος». — ΣΑΒΟΥΑ: «Μαύρη καρδιά». — ΤΡΙΑ ΑΣΤΕΡΙΑ: «Ἡ τελευταία ἀνάσα». — ΦΑΡΟΣ: «Ὁ φύλακας τοῦ φάρου».	[1039, 872, 1199, 1278]
crossword-cell[interactable]	[739, 1552, 760, 1574]
crossword-title: ΤΟ ΣΤΑΥΡΟΛΕΞΟΝ	[592, 1431, 1023, 1469]
radio-program-text: 6.30 Πρωϊνὸν πρόγραμμα. 7.10 Τοπικαὶ εἰδήσεις. 8.00 Εἰδήσεις. 9.00 Ἑλαφρὰ μουσική. 10.30 Λαϊκὰ τραγούδια. 12.00 Πρόγραμμα ποικιλίας. 13.45 Εἰδήσεις. 14.30 Ἑλληνικὴ μουσική. 18.00 Παιδικὴ ὥρα. 20.30 Εἰδήσεις. 21.15 Θέατρον τοῦ ἀέρος.	[1388, 703, 1548, 813]
serial-text: Τὴν ἐπομένην πρωΐαν, ὁ Ἀντώνιος ἀνεχώρησε μὲ τὸ πρῶτον τραῖνον. Ἡ Μαρία τὸν συνώδευσε ὡς τὸν σταθμόν. Ὅταν τὸ τραῖνον ἐξεκίνησε, ἔμεινε ἐκεῖ ἐπὶ πολὺ, κοιτάζοντας τὶς ράγες ποὺ χάνονταν στὸν ὁρίζοντα. Δὲν ἤξευρε τί θὰ τῆς ἐπεφύλασσεν ἡ ζωή.	[369, 1934, 688, 1998]
crossword-cell[interactable]	[608, 1530, 630, 1552]
crossword-grid[interactable]	[606, 1485, 806, 1684]
crossword-cell[interactable]	[717, 1639, 739, 1661]
column-number: 1	[614, 1475, 620, 1485]
concert-heading: Συναυλία	[815, 286, 1023, 322]
crossword-cell[interactable]	[782, 1661, 804, 1682]
article-subheading: «Πειραϊκὸν θέατρον»	[592, 757, 752, 773]
serial-text: Ἡ Μαρία ἔμεινε σιωπηλή. Ἤξευρεν ὅτι ἡ ἀπόφασίς του ἦτο ὁριστική. Ὅταν ὁ Ἀντώνιος ἔλεγε κάτι, δὲν ἠλλαζε γνώμην ποτέ. — Πρόσεχε μόνο, εἶπε μὲ τρεμάμενη φωνή. Ἐκεῖνος τὴν ἐκοίταξε μὲ τρυφερότητα. — Μὴ φοβᾶσαι. Θὰ γυρίσω. Τὸ ὑπόσχομαι.	[707, 2015, 1026, 2080]
hospitals-text: Ἀπὸ τὰς 8 π.μ. σήμερον μέχρι 8 π.μ. αὔριον ἐφημερεύουν: ΑΧΕΠΑ, Ἅγιος Δημήτριος, Ἱπποκράτειον, Γεννηματᾶ.	[383, 928, 577, 979]
weekday: ΤΕΤΑΡΤΗ	[432, 67, 527, 85]
separator-stars: * * *	[654, 547, 734, 564]
article-text: Πέντε ἐκθέσεις θὰ ἐγκαινιασθοῦν ἐντὸς τοῦ μηνὸς εἰς διαφόρους αἰθούσας τῆς πόλεως.	[814, 568, 1023, 606]
second-run: Β΄ ΠΡΟΒΟΛΗΣ	[1065, 735, 1173, 749]
exhibitions-heading: Ἐκθέσεις	[815, 436, 1023, 472]
masthead-title: ΜΑΚΕΔΟΝΙΚΑ ημερονύκτια	[647, 75, 1496, 130]
crossword-cell[interactable]	[717, 1574, 739, 1595]
crossword-cell[interactable]	[652, 1595, 673, 1617]
radio-program-b: Β΄ ΠΡΟΓΡΑΜΜΑ	[1233, 862, 1356, 878]
crossword-cell[interactable]	[760, 1509, 782, 1530]
radio-title: ΤΟ ΡΑΔΙΟΦΩΝΟΝ	[1215, 659, 1548, 700]
separator-stars: * * *	[160, 1054, 239, 1071]
anekdota-title: Τ’ ΑΝΕΚΔΟΤΟ τῆς ἡμέρας	[383, 527, 577, 575]
crossword-cell[interactable]	[673, 1530, 695, 1552]
filosofia-text: Ὁ πραγματικὸς φίλος εἶναι ἐκεῖνος ποὺ ἔρχεται ὅταν ὅλος ὁ κόσμος σὲ ἐγκαταλείπῃ.	[383, 480, 577, 518]
paragraph: ΟΠΩΣ ΜΑΣ ΠΛΗΡΟΦΟΡΕΙ ὁ ἀρμόδιος ὑπάλληλος, ἡ ὑπηρεσία ἀρχαιοτήτων τῆς Θεσσαλονίκης ἐπεσκέφθη τὴν περιοχὴν τῶν ἀνασκαφῶν καὶ διεπίστωσεν ὅτι τὰ εὑρήματα εἶναι σπουδαιότατα διὰ τὴν ἱστορίαν τῆς πόλεως. Ἐλπίζεται ὅτι αἱ ἐργασίαι θὰ συνεχισθοῦν.	[32, 625, 367, 693]
satanic-doctor	[1215, 1076, 1548, 2295]
crossword-black-cell	[695, 1552, 717, 1574]
crossword-cell[interactable]	[652, 1617, 673, 1639]
crossword-cell[interactable]	[760, 1661, 782, 1682]
satanic-text: Ἡ Κάρολ ἐγνώριζεν ὅτι ὁ γιατρὸς ἦταν κάτι περισσότερο ἀπὸ ἕνας ἁπλὸς ἄνθρωπος. Εἰς τὸ πρόσωπόν του ὑπῆρχεν κάτι σκοτεινὸν ποὺ τὴν ἐτρόμαζε. Ὅταν τὴν ἐκοίταζε, ἐνόμιζεν ὅτι διέβλεπε τὰς σκέψεις της. — Δὲν πρέπει νὰ φοβᾶσαι, τῆς εἶπε μὲ ἤρεμη φωνή. Ὅλα θὰ πᾶνε καλά. Ἀλλ’ ἡ Κάρολ δὲν ἐπίστευε πλέον εἰς τὰ λόγια του.	[1215, 1627, 1375, 1774]
crossword-black-cell	[695, 1509, 717, 1530]
signature: Ὁ Βόρειος	[300, 1503, 367, 1518]
crossword-black-cell	[695, 1487, 717, 1509]
masthead	[592, 69, 1550, 136]
anekdota-subtitle: ΠΑΤΡΙΚΕΣ ΑΝΗΣΥΧΙΕΣ	[415, 574, 545, 585]
separator-stars: * * *	[160, 1332, 239, 1349]
feast-info: † Γενέθλιον Θεοτόκου. Ρούφου μάρτυρος	[402, 149, 558, 173]
date-box	[383, 67, 577, 233]
crossword-black-cell	[782, 1574, 804, 1595]
crossword-black-cell	[782, 1552, 804, 1574]
crossword-cell[interactable]	[673, 1574, 695, 1595]
crossword-cell[interactable]	[673, 1661, 695, 1682]
separator-stars: * * *	[160, 845, 239, 862]
article-text: Δέκα νέοι ζωγράφοι ἐκθέτουν ἔργα των εἰς τὴν Δημοτικὴν Πινακοθήκην.	[814, 628, 1023, 654]
entertainment-column	[1039, 140, 1199, 2292]
crossword-cell[interactable]	[608, 1595, 630, 1617]
paragraph: ΜΟΥ ΓΡΑΦΕΙ ἕνας πολὺ ἀναγνώστης ὅτι εἰς τὰ παράθυρα τῶν καταστημάτων τῆς ὁδοῦ Ἐγνατίας τοποθετοῦνται ἐπιγραφαὶ ξενόγλωσσοι. Ἔχει δίκαιον.	[32, 1347, 367, 1403]
paragraph: ΑΛΛ’ ἡ Ἀρχαιολογικὴ Ὑπηρεσία καὶ ἡ Ἐφορεία Βυζαντινῶν Ἀρχαιοτήτων ζητοῦν τὴν συνδρομὴν τῶν πολιτῶν διὰ τὴν προστασίαν τῶν μνημείων. Τὰ μνημεῖα τῆς πόλεως εἶναι κληρονομιὰ ὅλων μας καὶ ὀφείλομεν νὰ τὰ διαφυλάξωμεν.	[32, 932, 367, 984]
crossword-cell[interactable]	[782, 1487, 804, 1509]
article-text: Ἡ παράστασις θὰ δοθῇ εἰς τὸ Βασιλικὸν Θέατρον μὲ πλῆρες πρόγραμμα. Εἰσιτήρια πωλοῦνται εἰς τὸ ταμεῖον.	[592, 639, 796, 691]
crossword-cell[interactable]	[652, 1574, 673, 1595]
crossword-cell[interactable]	[717, 1552, 739, 1574]
xenagisis-text: Σήμερον ξεναγοῦνται οἱ ἐκδρομεῖς εἰς τὰ μνημεῖα τῆς πόλεως καὶ τὸ Ἀρχαιολογικὸν Μουσεῖον.	[383, 1312, 577, 1351]
article-text: Ἡ παράστασις θὰ δοθῇ εἰς τὸ Βασιλικὸν Θέατρον μὲ πλῆρες πρόγραμμα. Εἰσιτήρια πωλοῦνται εἰς τὸ ταμεῖον.	[592, 584, 796, 636]
column-header-thessaloniki	[32, 67, 367, 140]
satanic-text: Ἡ Κάρολ ἐγνώριζεν ὅτι ὁ γιατρὸς ἦταν κάτι περισσότερο ἀπὸ ἕνας ἁπλὸς ἄνθρωπος. Εἰς τὸ πρόσωπόν του ὑπῆρχεν κάτι σκοτεινὸν ποὺ τὴν ἐτρόμαζε. Ὅταν τὴν ἐκοίταζε, ἐνόμιζεν ὅτι διέβλεπε τὰς σκέψεις της. — Δὲν πρέπει νὰ φοβᾶσαι, τῆς εἶπε μὲ ἤρεμη φωνή. Ὅλα θὰ πᾶνε καλά. Ἀλλ’ ἡ Κάρολ δὲν ἐπίστευε πλέον εἰς τὰ λόγια του.	[1388, 1476, 1548, 1623]
row-number: 5	[592, 1572, 598, 1582]
manuscripts-note: ΧΕΙΡΟΓΡΑΦΑ δημοσιευόμενα ἤ μὴ δὲν ἐπιστρέφονται. Ἐκ τῶν εἰδικῶν ἄρθρων δὲν εὐθύνεται ἡ Διεύθυνσις	[383, 233, 577, 278]
publications-heading: Ἐκδόσεις	[815, 660, 1023, 696]
xen-text: Ἀρχίζουν ἀπὸ Δευτέρας τὰ μαθήματα ξένων γλωσσῶν, ραπτικῆς καὶ κοπτικῆς. Ἐγγραφαὶ εἰς τὰ γραφεῖα.	[383, 1236, 577, 1288]
crossword-cell[interactable]	[652, 1509, 673, 1530]
crossword-cell[interactable]	[608, 1574, 630, 1595]
paragraph: ΤΟ ΓΡΑΜΜΑ τοῦ ἀναγνώστου μας κ. Κ. Δημοπούλου, ὅπως τὸ δημοσιεύομεν, ἀναφέρεται εἰς τὸ πρόβλημα τῆς στάθμευσης τῶν αὐτοκινήτων εἰς τὰς κεντρικὰς ὁδούς. Αἱ ἀρμόδιαι ἀρχαὶ ὀφείλουν νὰ μελετήσουν τὸ ζήτημα καὶ νὰ λάβουν μέτρα.	[32, 1141, 367, 1194]
article-text: Ἡ ὁμὰς ἑλληνικῶν χορῶν θὰ δώσῃ παραστάσεις εἰς τὸ Θέατρον Δάσους μὲ χοροὺς ἀπὸ ὅλα τὰ διαμερίσματα.	[814, 241, 1023, 280]
crossword-cell[interactable]	[739, 1509, 760, 1530]
day-number: 8	[474, 85, 486, 104]
crossword-cell[interactable]	[739, 1530, 760, 1552]
row-number: 9	[592, 1659, 598, 1668]
crossword-cell[interactable]	[782, 1595, 804, 1617]
cinemas-list: ΑΜΙΡΑΛ: «Ἡ Ναυαγία». — ΑΣΤΡΑ: «Ὁ Ἐκδικητής». — ΚΟΡΙΝΘΕ: «Τὸ μεγάλο ταξίδι». — ΛΙΛΙΠΟΥΤ: «Ἡ ἀπόδρασις». — ΠΛΑΖΑ: «Τὰ κορίτσια τῆς Ἀμερικῆς».	[1039, 656, 1199, 729]
hospitals-title: ΕΦΗΜΕΡΕΥΟΝΤΑ ΝΟΣΟΚΟΜΕΙΑ	[383, 892, 577, 928]
theatre-heading: Τὰ θέατρα	[592, 184, 796, 213]
article-subheading: Τὸ κρατικὸν	[592, 218, 685, 233]
article-text: Ὁ διάσημος μαέστρος θὰ διευθύνῃ τὴν ὀρχήστραν εἰς τὸ Ἡρώδειον.	[814, 404, 1023, 430]
satanic-text: Ἡ Κάρολ ἐγνώριζεν ὅτι ὁ γιατρὸς ἦταν κάτι περισσότερο ἀπὸ ἕνας ἁπλὸς ἄνθρωπος. Εἰς τὸ πρόσωπόν του ὑπῆρχεν κάτι σκοτεινὸν ποὺ τὴν ἐτρόμαζε. Ὅταν τὴν ἐκοίταζε, ἐνόμιζεν ὅτι διέβλεπε τὰς σκέψεις της. — Δὲν πρέπει νὰ φοβᾶσαι, τῆς εἶπε μὲ ἤρεμη φωνή. Ὅλα θὰ πᾶνε καλά. Ἀλλ’ ἡ Κάρολ δὲν ἐπίστευε πλέον εἰς τὰ λόγια του.	[1388, 1627, 1548, 1774]
crossword-cell[interactable]	[760, 1574, 782, 1595]
walks-text: ΤΟΥ «ΣΥΛΛΟΓΟΥ ΕΛΛΗΝΩΝ ΟΡΕΙΒΑΤΩΝ» Κυριακὴν εἰς Σέιχ-Σοῦ. — ΤΟΥ ΟΜΙΛΟΥ ΦΙΛΩΝ ΥΠΑΙΘΡΟΥ εἰς Πανόραμα καὶ Ἀσβεστοχώρι. — ΤΟΥ ΕΚΔΡΟΜΙΚΟΥ ΟΜΙΛΟΥ εἰς Θέρμην.	[1388, 392, 1548, 478]
crossword-cell[interactable]	[608, 1487, 630, 1509]
ships-text: Ἀφίξεις: «Μακεδονία» ἐκ Πειραιῶς 7 π.μ. Ἀναχωρήσεις: «Ἑλλάς» διὰ Βόλον, Πειραιᾶ 5 μ.μ.	[383, 1005, 577, 1045]
cinemas-heading: Οἱ κινηματογράφοι	[1039, 404, 1199, 445]
crossword-black-cell	[630, 1530, 652, 1552]
features-column	[383, 67, 577, 1765]
article-subheading: Ὁ φὸν Καραγιάν	[814, 387, 938, 403]
crossword-black-cell	[695, 1639, 717, 1661]
theatres-list: ΔΙΑΝΑ: Τηλ. 40-640. Ἡ κωμῳδία «Ὁ καλὸς ἄνθρωπος». — ΒΑΣΙΛΙΚΟΝ: Ὁ θίασος Κατερίνας. — ΚΗΠΟΣ ΑΣΤΕΡΙΑ: «Ἡ γυναίκα τοῦ δρόμου». — ΣΤΡΑΤΙΩΤΙΚΗ ΛΕΣΧΗ: «Ἡ Στέλλα».	[1039, 222, 1199, 307]
ships-title: ΚΙΝΗΣΙΣ ΠΛΟΙΩΝ	[383, 986, 577, 1006]
section-rule	[32, 1771, 1029, 1774]
stichos-author: Δ. Π. ΚΙΝΤΖΟΠΟΥΛΟΣ	[422, 398, 538, 410]
crossword-cell[interactable]	[630, 1487, 652, 1509]
row-number: 4	[592, 1550, 598, 1560]
serial-title: Ἕνας παράξενος γάμος	[318, 1796, 824, 1840]
serial-text: — Κάτσε δὰ γυρίσω, τὰ εἶπε, γιὰ δὲ περάσῃ πολὺς καιρὸς ποὺ θὰ μὲ ξαναδῇς. — Καὶ τί θὰ κάνῃς τώρα; ἐρώτησεν ἐκείνη μὲ ἀγωνία. Ὁ νέος δὲν ἀπήντησεν ἀμέσως. Ἐκοίταζε πρὸς τὸ παράθυρον, ὅπου ὁ ἥλιος ἔδυε ἀργὰ πίσω ἀπὸ τὰ βουνά. — Θὰ φύγω, εἶπε τέλος. Δὲν ἠμπορῶ νὰ μείνω ἄλλο ἐδῶ. — Καὶ ἐγώ; — Ἐσὺ θὰ μὲ περιμένῃς.	[369, 2002, 688, 2080]
recital-text: Εἰς τὸ θέατρον τῆς «Ἑταιρείας Μακεδονικῶν Σπουδῶν» δίδει σήμερον τὸ ρεσιτάλ του ὁ διάσημος σοβιετικὸς πιανίστας Βλαδίμηρος Ἀσκενάζυ. Θὰ ἐκτελέσῃ ἔργα Μπετόβεν, Σοπὲν καὶ Ραχμάνινωφ.	[1388, 554, 1548, 639]
